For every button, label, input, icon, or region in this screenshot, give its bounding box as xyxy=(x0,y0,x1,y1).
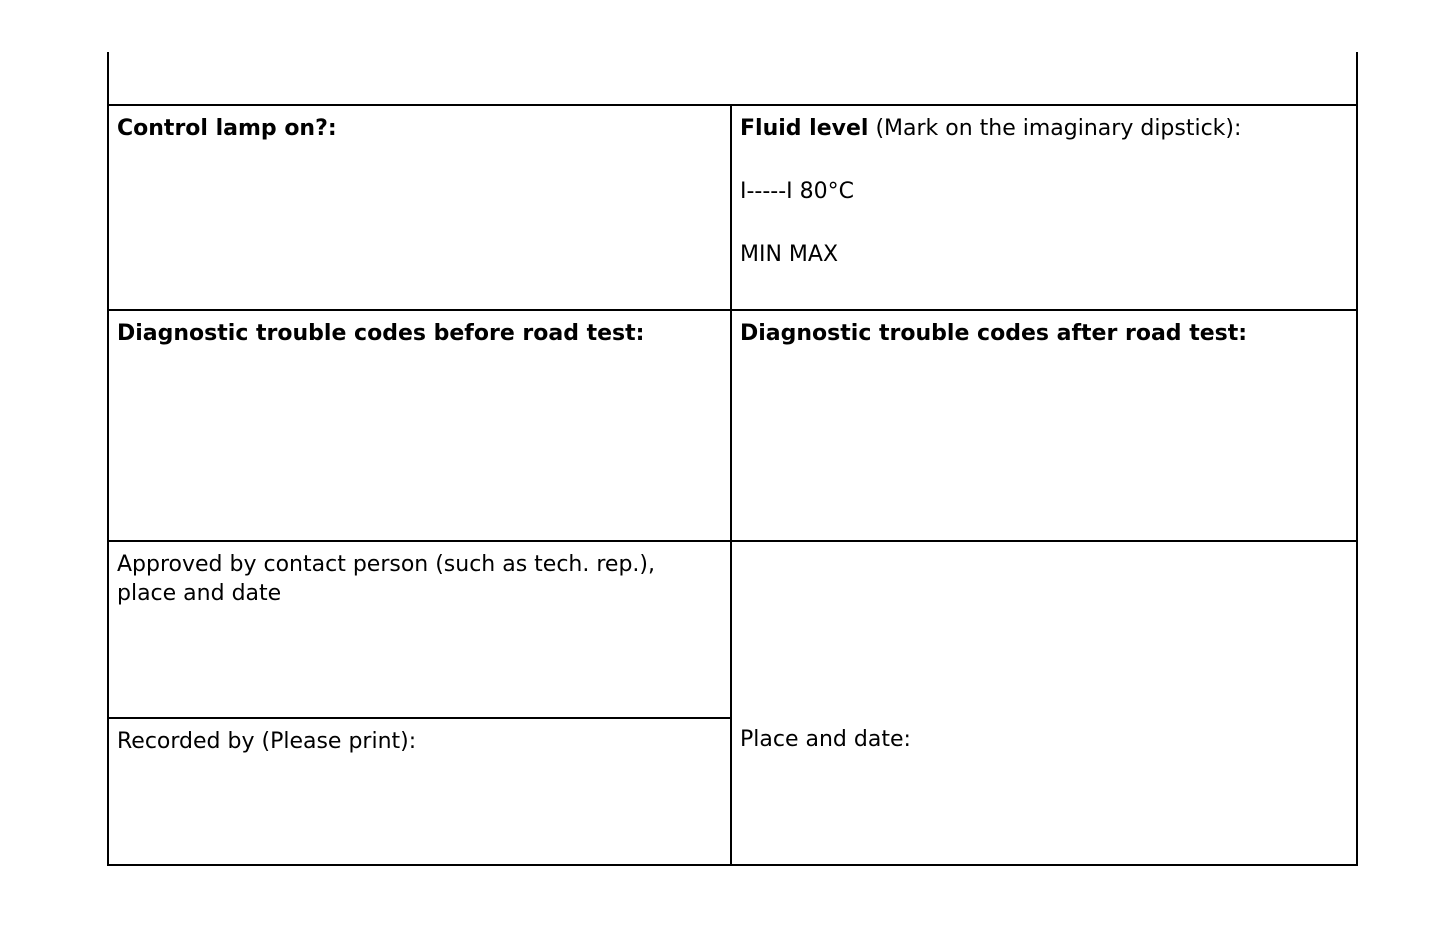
fluid-level-note: (Mark on the imaginary dipstick): xyxy=(868,116,1242,141)
place-and-date-label: Place and date: xyxy=(740,727,911,752)
control-lamp-label: Control lamp on?: xyxy=(117,116,337,141)
dtc-before-label: Diagnostic trouble codes before road test: xyxy=(117,321,645,346)
fluid-level-title: Fluid level xyxy=(740,116,869,141)
approved-by-line1: Approved by contact person (such as tech. rep.), xyxy=(117,552,655,577)
diagnostic-form-table xyxy=(107,52,1358,866)
table-border-left xyxy=(107,52,109,866)
row-divider-2 xyxy=(107,309,1358,311)
recorded-by-label: Recorded by (Please print): xyxy=(117,729,417,754)
fluid-level-label xyxy=(740,114,1241,143)
row-divider-left-inner xyxy=(107,717,732,719)
dtc-after-label: Diagnostic trouble codes after road test: xyxy=(740,321,1248,346)
row-divider-3 xyxy=(107,540,1358,542)
row-divider-top xyxy=(107,104,1358,106)
column-divider xyxy=(730,104,732,866)
approved-by-line2: place and date xyxy=(117,581,282,606)
table-border-bottom xyxy=(107,864,1358,866)
dipstick-scale: I-----I 80°C xyxy=(740,179,855,204)
dipstick-min-max: MIN MAX xyxy=(740,242,839,267)
table-border-right xyxy=(1356,52,1358,866)
